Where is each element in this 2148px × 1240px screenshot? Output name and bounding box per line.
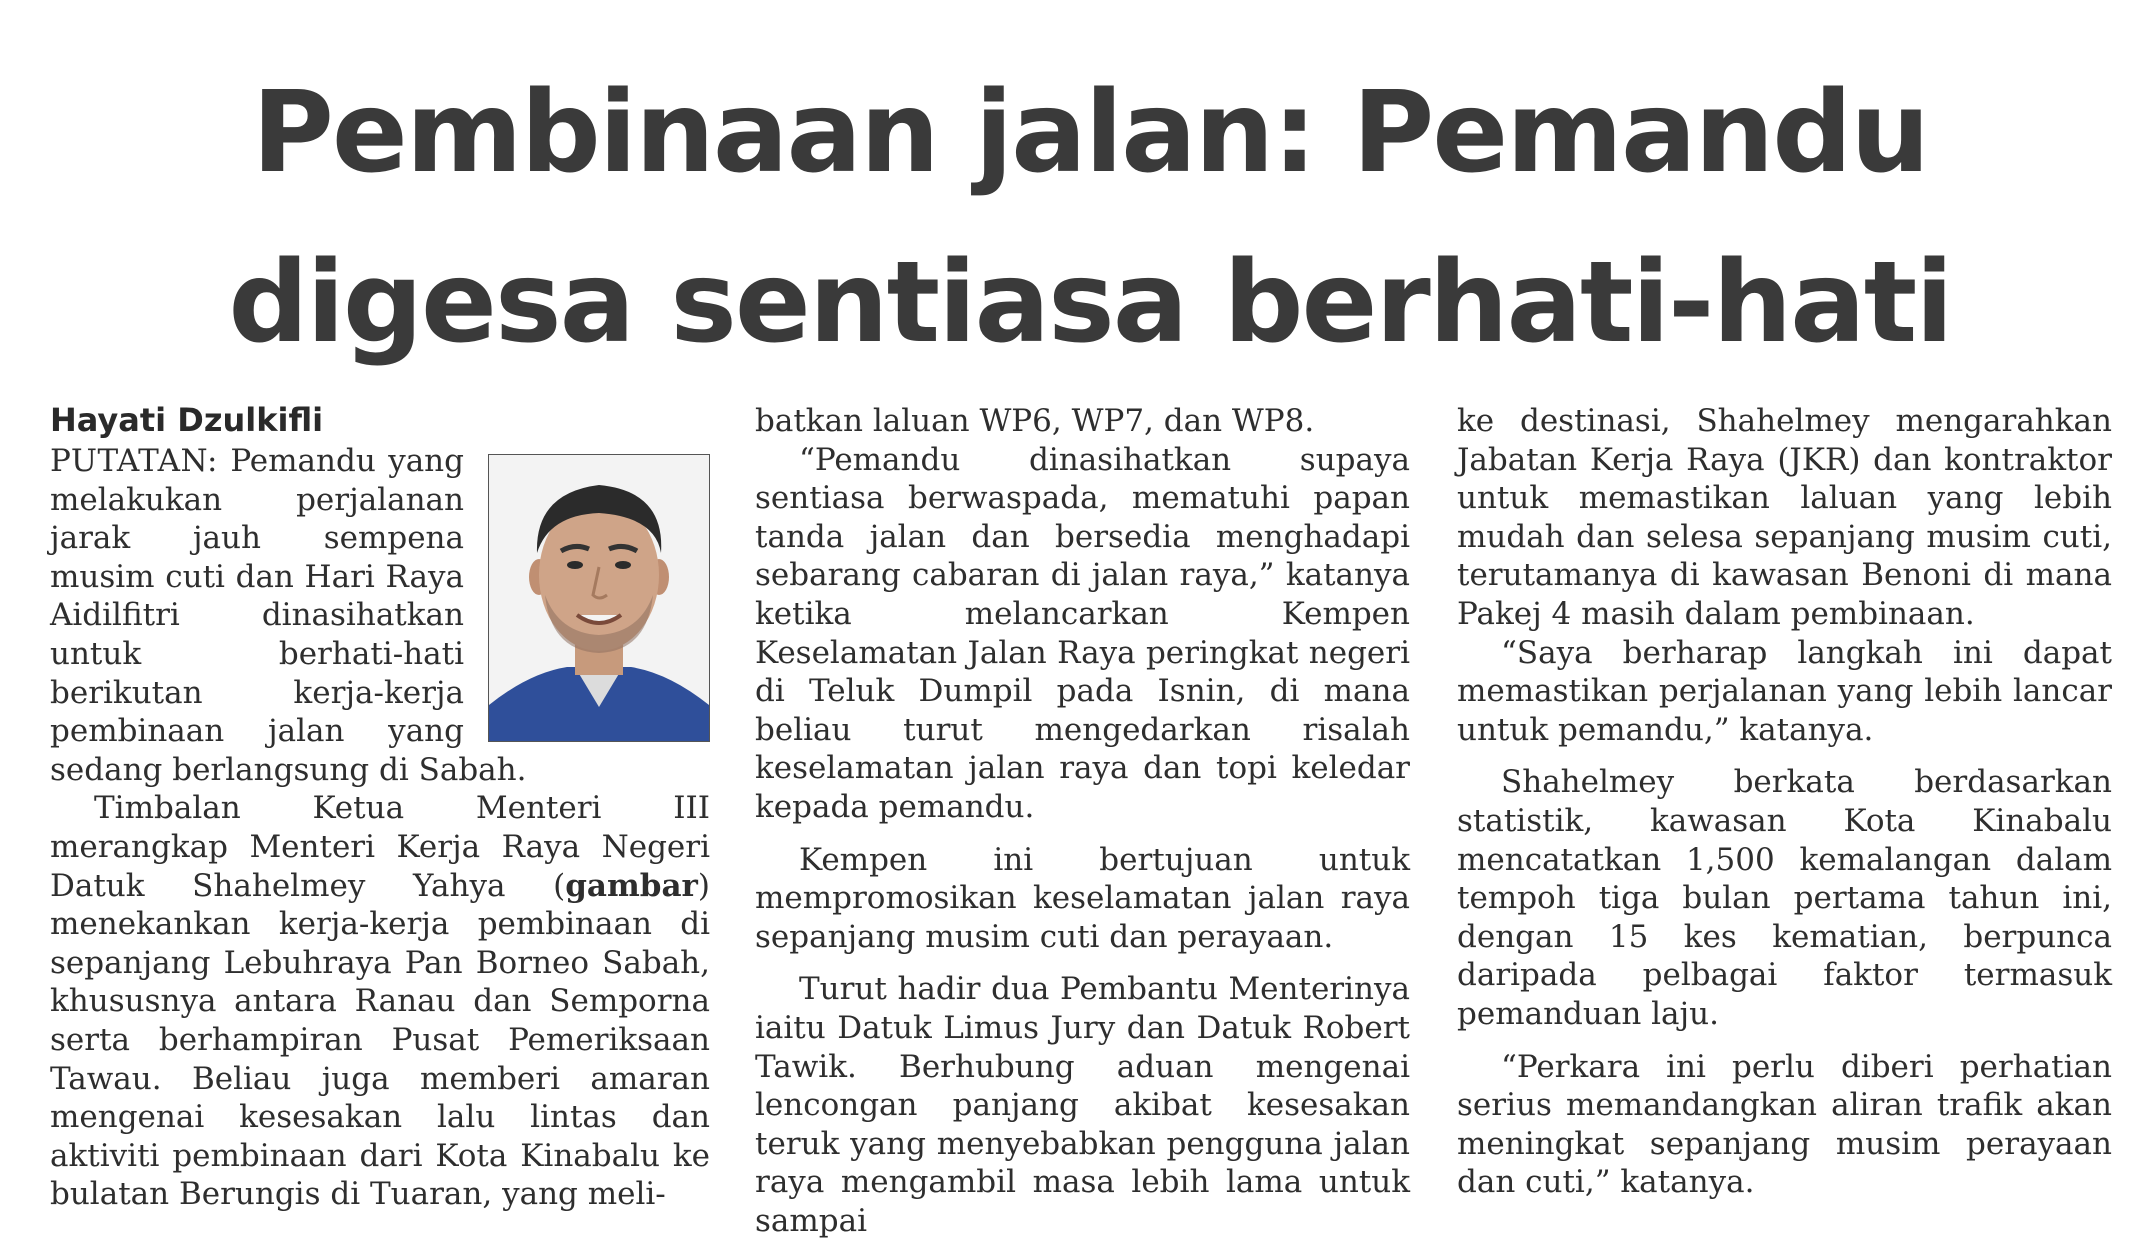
- paragraph-2: [50, 789, 710, 1214]
- headline-line-2: digesa sentiasa berhati-hati: [228, 238, 1952, 368]
- byline: Hayati Dzulkifli: [50, 401, 324, 439]
- paragraph-2-text-b: ) menekankan kerja-kerja pembinaan di sepanjang Lebuhraya Pan Borneo Sabah, khususnya antara Ranau dan Semporna serta berhampiran Pusat Pemeriksaan Tawau. Beliau juga memberi amaran mengenai kesesakan lalu lintas dan aktiviti pembinaan dari Kota Kinabalu ke bulatan Berungis di Tuaran, yang meli-: [50, 867, 710, 1213]
- paragraph-8: “Saya berharap langkah ini dapat memastikan perjalanan yang lebih lancar untuk pemandu,” katanya.: [1457, 634, 2112, 748]
- portrait-photo: [488, 454, 710, 742]
- paragraph-4: “Pemandu dinasihatkan supaya sentiasa berwaspada, mematuhi papan tanda jalan dan bersedia menghadapi sebarang cabaran di jalan raya,” katanya ketika melancarkan Kempen Keselamatan Jalan Raya peringkat negeri di Teluk Dumpil pada Isnin, di mana beliau turut mengedarkan risalah keselamatan jalan raya dan topi keledar kepada pemandu.: [755, 441, 1410, 825]
- headline-line-1: Pembinaan jalan: Pemandu: [251, 68, 1929, 198]
- paragraph-3: batkan laluan WP6, WP7, dan WP8.: [755, 403, 1315, 439]
- article-column-3: [1457, 402, 2112, 1202]
- article-column-2: [755, 402, 1410, 1240]
- paragraph-10: “Perkara ini perlu diberi perhatian serius memandangkan aliran trafik akan meningkat sepanjang musim perayaan dan cuti,” katanya.: [1457, 1048, 2112, 1201]
- paragraph-2-bold: gambar: [565, 867, 698, 904]
- paragraph-9: Shahelmey berkata berdasarkan statistik, kawasan Kota Kinabalu mencatatkan 1,500 kemalangan dalam tempoh tiga bulan pertama tahun ini, dengan 15 kes kematian, berpunca daripada pelbagai faktor termasuk pemanduan laju.: [1457, 764, 2112, 1032]
- paragraph-7: ke destinasi, Shahelmey mengarahkan Jabatan Kerja Raya (JKR) dan kontraktor untuk memastikan laluan yang lebih mudah dan selesa sepanjang musim cuti, terutamanya di kawasan Benoni di mana Pakej 4 masih dalam pembinaan.: [1457, 403, 2112, 632]
- paragraph-2-text-a: Timbalan Ketua Menteri III merangkap Menteri Kerja Raya Negeri Datuk Shahelmey Yahya (: [50, 790, 710, 904]
- paragraph-6: Turut hadir dua Pembantu Menterinya iaitu Datuk Limus Jury dan Datuk Robert Tawik. Berhubung aduan mengenai lencongan panjang akibat kesesakan teruk yang menyebabkan pengguna jalan raya mengambil masa lebih lama untuk sampai: [755, 971, 1410, 1239]
- paragraph-5: Kempen ini bertujuan untuk mempromosikan keselamatan jalan raya sepanjang musim cuti dan perayaan.: [755, 841, 1410, 955]
- paragraph-1-text: Pemandu yang melakukan perjalanan jarak jauh sempena musim cuti dan Hari Raya Aidilfitri dinasihatkan untuk berhati-hati berikutan kerja-kerja pembinaan jalan yang sedang berlangsung di Sabah.: [50, 443, 527, 788]
- dateline: PUTATAN:: [50, 443, 218, 479]
- article-column-1: [50, 400, 710, 1214]
- headline: [150, 48, 2030, 388]
- portrait-photo-icon: [489, 455, 709, 741]
